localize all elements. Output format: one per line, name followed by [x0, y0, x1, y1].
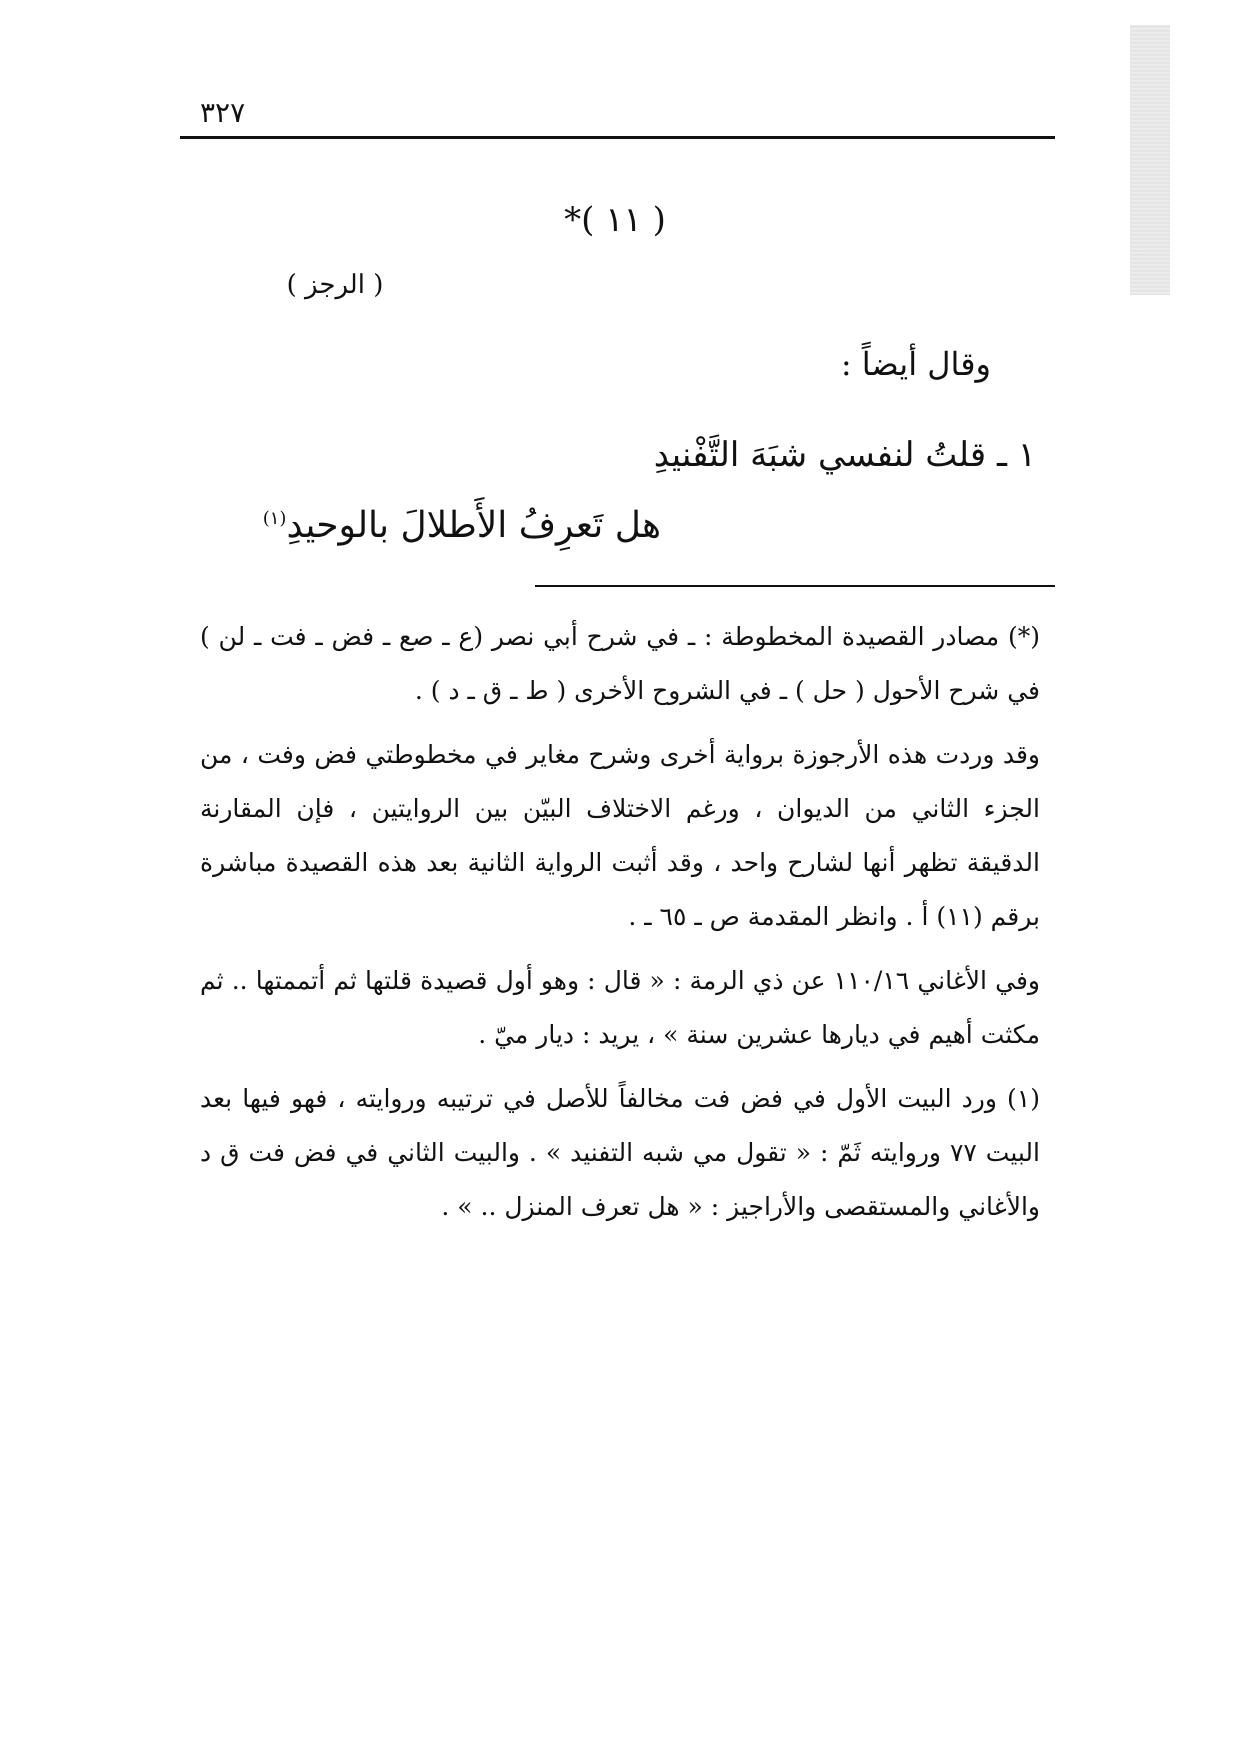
note-sources: (*) مصادر القصيدة المخطوطة : ـ في شرح أبي نصر (ع ـ صع ـ فض ـ فت ـ لن ) في شرح الأحول ( حل ) ـ في الشروح الأخرى ( ط ـ ق ـ د ) . — [200, 622, 1040, 705]
page-number: ٣٢٧ — [200, 96, 246, 129]
note-variant: وقد وردت هذه الأرجوزة برواية أخرى وشرح مغاير في مخطوطتي فض وفت ، من الجزء الثاني من الديوان ، ورغم الاختلاف البيّن بين الروايتين ، فإن المقارنة الدقيقة تظهر أنها لشارح واحد ، وقد أثبت الرواية الثانية بعد هذه القصيدة مباشرة برقم (١١) أ . وانظر المقدمة ص ـ ٦٥ ـ . — [200, 740, 1040, 931]
verse-1-second-hemistich — [263, 505, 661, 546]
poem-meter: ( الرجز ) — [286, 270, 384, 300]
footnote-1: (١) ورد البيت الأول في فض فت مخالفاً للأصل في ترتيبه وروايته ، فهو فيها بعد البيت ٧٧ وروايته ثَمّ : « تقول مي شبه التفنيد » . والبيت الثاني في فض فت ق د والأغاني والمستقصى والأراجيز : « هل تعرف المنزل .. » . — [200, 1084, 1040, 1221]
poem-intro: وقال أيضاً : — [840, 345, 991, 383]
verse-1-second-text: هل تَعرِفُ الأَطلالَ بالوحيدِ — [286, 505, 661, 546]
notes-section — [200, 610, 1040, 1244]
header-rule — [180, 136, 1055, 139]
footnote-marker: (١) — [262, 508, 287, 529]
verse-1-first-hemistich: ١ ـ قلتُ لنفسي شبَهَ التَّفْنيدِ — [653, 435, 1036, 475]
notes-rule — [535, 585, 1055, 587]
scanned-page-edge — [1130, 25, 1170, 295]
poem-number: ( ١١ )* — [564, 200, 666, 240]
note-aghani: وفي الأغاني ١١٠/١٦ عن ذي الرمة : « قال : وهو أول قصيدة قلتها ثم أتممتها .. ثم مكثت أهيم في ديارها عشرين سنة » ، يريد : ديار ميّ . — [200, 966, 1040, 1049]
